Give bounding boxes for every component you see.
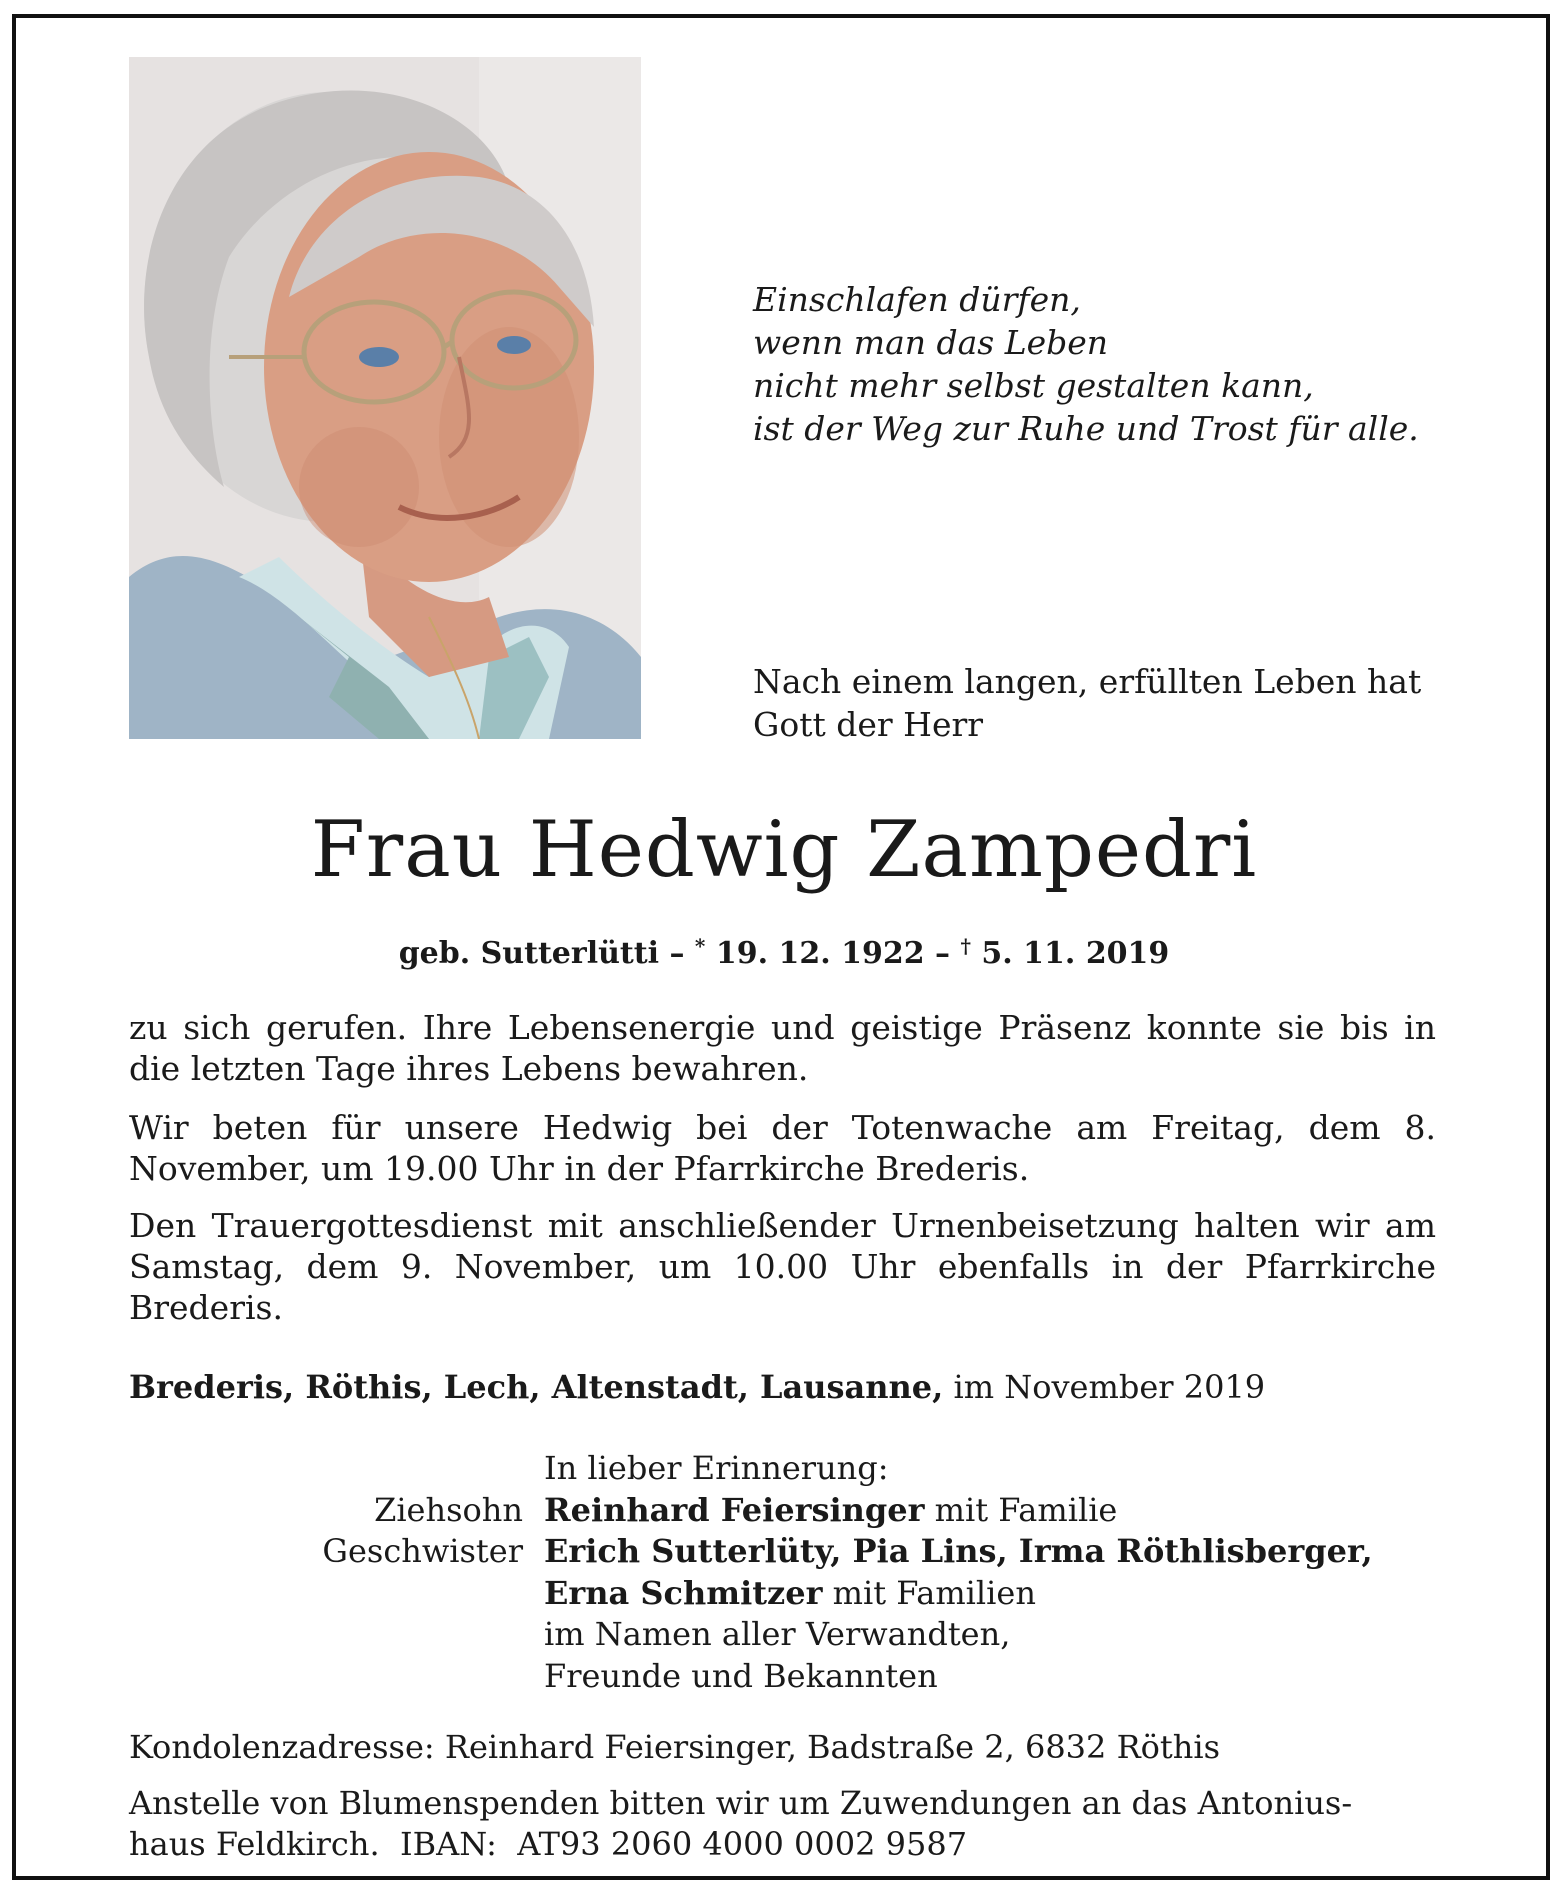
donation-line: Anstelle von Blumenspenden bitten wir um Zuwendungen an das Antonius- [129, 1784, 1353, 1822]
separator: – [924, 936, 961, 971]
quote-line: nicht mehr selbst gestalten kann, [753, 366, 1314, 405]
separator: – [659, 936, 695, 971]
birth-name: geb. Sutterlütti [398, 936, 660, 971]
mourners-closing: Freunde und Bekannten [544, 1656, 938, 1695]
portrait-photo [129, 57, 641, 739]
quote-line: ist der Weg zur Ruhe und Trost für alle. [753, 409, 1419, 448]
birth-symbol: * [694, 934, 706, 958]
mourner-row [129, 1490, 1459, 1532]
body-paragraph-2: Wir beten für unsere Hedwig bei der Totenwache am Freitag, dem 8. November, um 19.00 Uhr in der Pfarrkirche Brederis. [129, 1108, 1436, 1188]
quote-line: Einschlafen dürfen, [753, 280, 1081, 319]
mourners-heading: In lieber Erinnerung: [544, 1449, 889, 1487]
relation-label: Ziehsohn [374, 1490, 523, 1529]
relation-label: Geschwister [322, 1532, 523, 1570]
mourner-name: Erna Schmitzer [544, 1573, 823, 1612]
mourner-name: Reinhard Feiersinger [544, 1490, 925, 1529]
death-symbol: † [960, 934, 971, 958]
mourner-suffix: mit Familien [822, 1573, 1036, 1612]
deceased-name: Frau Hedwig Zampedri [310, 805, 1258, 895]
places-date: im November 2019 [943, 1368, 1266, 1406]
condolence-address: Kondolenzadresse: Reinhard Feiersinger, Badstraße 2, 6832 Röthis [129, 1728, 1221, 1766]
mourner-name: Erich Sutterlüty, Pia Lins, Irma Röthlisberger, [544, 1532, 1373, 1570]
donation-line: haus Feldkirch. IBAN: AT93 2060 4000 0002 9587 [129, 1825, 968, 1863]
body-paragraph-1: zu sich gerufen. Ihre Lebensenergie und geistige Präsenz konnte sie bis in die letzten Tage ihres Lebens bewahren. [129, 1008, 1436, 1088]
birth-date: 19. 12. 1922 [705, 936, 925, 971]
mourners-closing: im Namen aller Verwandten, [544, 1615, 1011, 1653]
life-dates [0, 925, 1568, 975]
death-date: 5. 11. 2019 [970, 936, 1170, 971]
places-names: Brederis, Röthis, Lech, Altenstadt, Lausanne, [129, 1368, 944, 1406]
intro-text [753, 660, 1421, 746]
mourner-row [129, 1531, 1459, 1573]
body-paragraph-3: Den Trauergottesdienst mit anschließender Urnenbeisetzung halten wir am Samstag, dem 9. November, um 10.00 Uhr ebenfalls in der Pfarrkirche Brederis. [129, 1206, 1436, 1327]
intro-line: Gott der Herr [753, 705, 984, 744]
mourners-block [129, 1448, 1459, 1697]
intro-line: Nach einem langen, erfüllten Leben hat [753, 662, 1422, 701]
mourner-suffix: mit Familie [924, 1490, 1118, 1529]
donation-note [129, 1783, 1436, 1865]
memorial-quote [753, 278, 1419, 450]
quote-line: wenn man das Leben [753, 323, 1109, 362]
places-line [129, 1366, 1265, 1408]
